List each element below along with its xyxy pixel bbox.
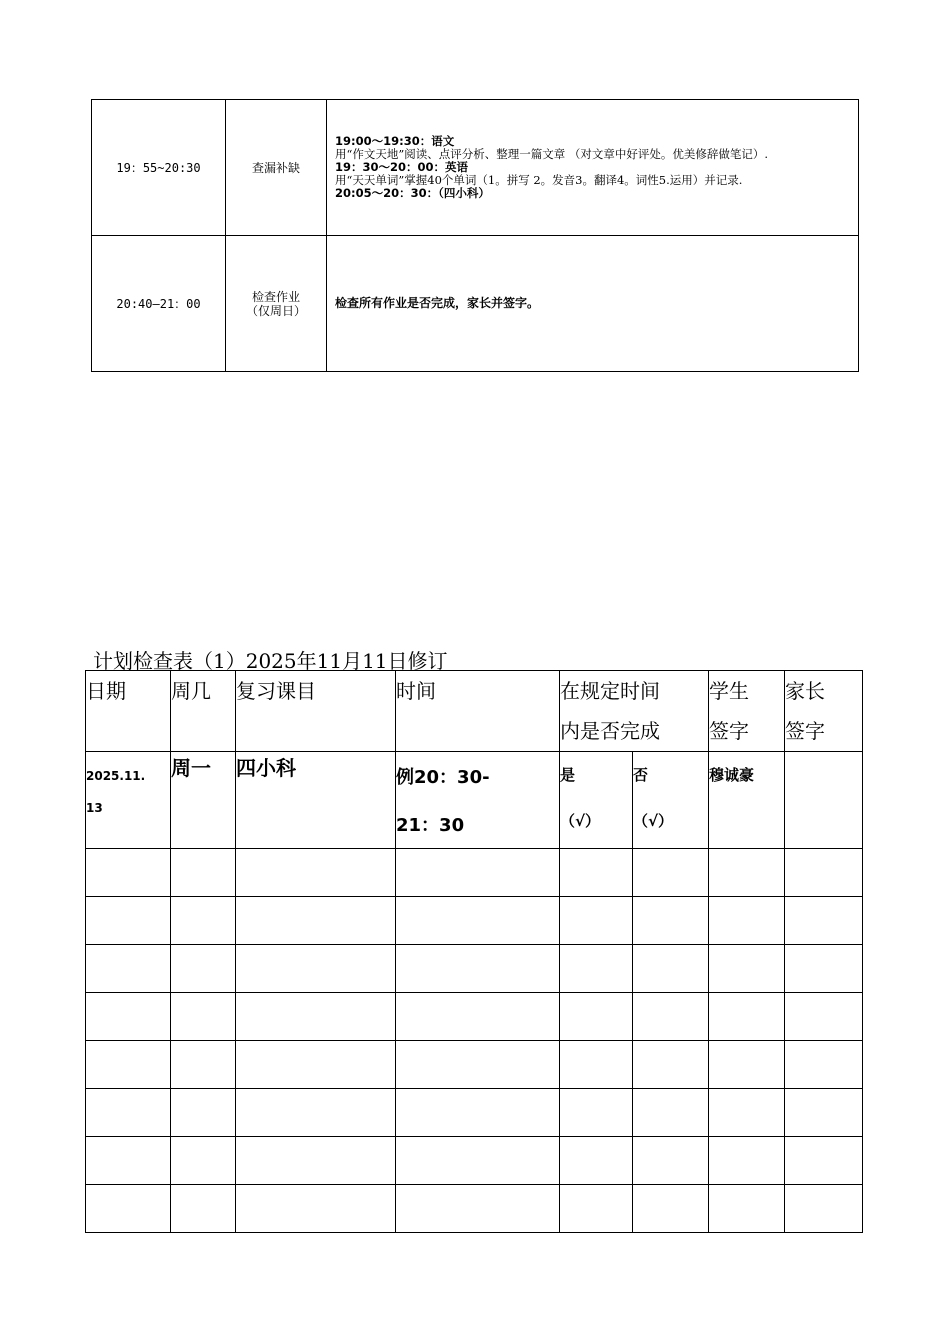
empty-cell[interactable]	[560, 945, 633, 993]
empty-cell[interactable]	[396, 1089, 560, 1137]
empty-cell[interactable]	[396, 849, 560, 897]
header-student-signature: 学生 签字	[709, 671, 785, 752]
empty-cell[interactable]	[236, 849, 396, 897]
empty-cell[interactable]	[396, 1137, 560, 1185]
empty-cell[interactable]	[785, 1041, 863, 1089]
header-completed: 在规定时间 内是否完成	[560, 671, 709, 752]
header-date: 日期	[86, 671, 171, 752]
empty-cell[interactable]	[785, 993, 863, 1041]
detail-text: 检查所有作业是否完成，家长并签字。	[335, 296, 540, 310]
empty-cell[interactable]	[171, 1041, 236, 1089]
empty-cell[interactable]	[785, 897, 863, 945]
empty-cell[interactable]	[560, 1185, 633, 1233]
empty-cell[interactable]	[86, 897, 171, 945]
item-cell: 查漏补缺	[226, 100, 327, 236]
empty-cell[interactable]	[171, 897, 236, 945]
empty-cell[interactable]	[171, 945, 236, 993]
empty-cell[interactable]	[560, 1089, 633, 1137]
student-signature-cell[interactable]: 穆诚豪	[709, 752, 785, 849]
detail-heading: 19：30～20：00：英语	[335, 160, 469, 174]
empty-cell[interactable]	[633, 1185, 709, 1233]
empty-cell[interactable]	[236, 1041, 396, 1089]
table-row	[92, 236, 859, 372]
empty-cell[interactable]	[236, 1137, 396, 1185]
empty-cell[interactable]	[396, 1185, 560, 1233]
completed-no-cell[interactable]: 否 （√）	[633, 752, 709, 849]
header-time: 时间	[396, 671, 560, 752]
empty-cell[interactable]	[396, 993, 560, 1041]
header-row	[86, 671, 863, 752]
empty-cell[interactable]	[560, 849, 633, 897]
empty-cell[interactable]	[709, 993, 785, 1041]
detail-heading: 20:05～20：30：（四小科）	[335, 186, 490, 200]
empty-cell[interactable]	[236, 993, 396, 1041]
empty-cell[interactable]	[171, 1185, 236, 1233]
empty-cell[interactable]	[86, 1041, 171, 1089]
empty-cell[interactable]	[560, 1041, 633, 1089]
empty-cell[interactable]	[236, 1089, 396, 1137]
empty-cell[interactable]	[633, 945, 709, 993]
header-weekday: 周几	[171, 671, 236, 752]
empty-cell[interactable]	[633, 1089, 709, 1137]
empty-cell[interactable]	[785, 1185, 863, 1233]
time-cell[interactable]: 例20：30- 21：30	[396, 752, 560, 849]
table-row	[86, 1137, 863, 1185]
table-row	[86, 945, 863, 993]
check-table	[85, 670, 863, 1233]
completed-yes-cell[interactable]: 是 （√）	[560, 752, 633, 849]
schedule-table	[91, 99, 859, 372]
time-cell: 19：55~20:30	[92, 100, 226, 236]
empty-cell[interactable]	[86, 1185, 171, 1233]
empty-cell[interactable]	[633, 849, 709, 897]
empty-cell[interactable]	[709, 1185, 785, 1233]
subject-cell[interactable]: 四小科	[236, 752, 396, 849]
empty-cell[interactable]	[86, 945, 171, 993]
empty-cell[interactable]	[171, 1089, 236, 1137]
empty-cell[interactable]	[785, 849, 863, 897]
empty-cell[interactable]	[86, 849, 171, 897]
detail-text: 用“天天单词”掌握40个单词（1。拼写 2。发音3。翻译4。词性5.运用）并记录.	[335, 173, 743, 187]
table-row	[86, 849, 863, 897]
empty-cell[interactable]	[396, 1041, 560, 1089]
time-cell: 20:40—21：00	[92, 236, 226, 372]
empty-cell[interactable]	[709, 897, 785, 945]
item-cell	[226, 236, 327, 372]
empty-cell[interactable]	[785, 1137, 863, 1185]
empty-cell[interactable]	[171, 1137, 236, 1185]
empty-cell[interactable]	[236, 945, 396, 993]
detail-text: 用“作文天地”阅读、点评分析、整理一篇文章 （对文章中好评处。优美修辞做笔记）.	[335, 147, 769, 161]
empty-cell[interactable]	[785, 945, 863, 993]
table-row	[86, 752, 863, 849]
item-label: 检查作业	[251, 289, 300, 304]
empty-cell[interactable]	[633, 1041, 709, 1089]
detail-cell	[327, 236, 859, 372]
empty-cell[interactable]	[560, 897, 633, 945]
empty-cell[interactable]	[709, 1089, 785, 1137]
header-subject: 复习课目	[236, 671, 396, 752]
parent-signature-cell[interactable]	[785, 752, 863, 849]
empty-cell[interactable]	[86, 1089, 171, 1137]
detail-cell	[327, 100, 859, 236]
empty-cell[interactable]	[236, 1185, 396, 1233]
empty-cell[interactable]	[633, 1137, 709, 1185]
item-note: （仅周日）	[245, 303, 306, 318]
table-row	[86, 1089, 863, 1137]
weekday-cell[interactable]: 周一	[171, 752, 236, 849]
empty-cell[interactable]	[396, 897, 560, 945]
empty-cell[interactable]	[709, 945, 785, 993]
empty-cell[interactable]	[86, 993, 171, 1041]
empty-cell[interactable]	[785, 1089, 863, 1137]
check-table-title: 计划检查表（1）2025年11月11日修订	[93, 649, 448, 673]
empty-cell[interactable]	[560, 993, 633, 1041]
table-row	[86, 897, 863, 945]
empty-cell[interactable]	[560, 1137, 633, 1185]
empty-cell[interactable]	[633, 993, 709, 1041]
empty-cell[interactable]	[236, 897, 396, 945]
table-row	[86, 1041, 863, 1089]
empty-cell[interactable]	[709, 1041, 785, 1089]
empty-cell[interactable]	[86, 1137, 171, 1185]
header-parent-signature: 家长 签字	[785, 671, 863, 752]
table-row	[86, 993, 863, 1041]
empty-cell[interactable]	[171, 993, 236, 1041]
table-row	[92, 100, 859, 236]
date-cell[interactable]: 2025.11. 13	[86, 752, 171, 849]
empty-cell[interactable]	[709, 849, 785, 897]
empty-cell[interactable]	[633, 897, 709, 945]
detail-heading: 19:00～19:30：语文	[335, 134, 455, 148]
table-row	[86, 1185, 863, 1233]
empty-cell[interactable]	[709, 1137, 785, 1185]
empty-cell[interactable]	[396, 945, 560, 993]
empty-cell[interactable]	[171, 849, 236, 897]
